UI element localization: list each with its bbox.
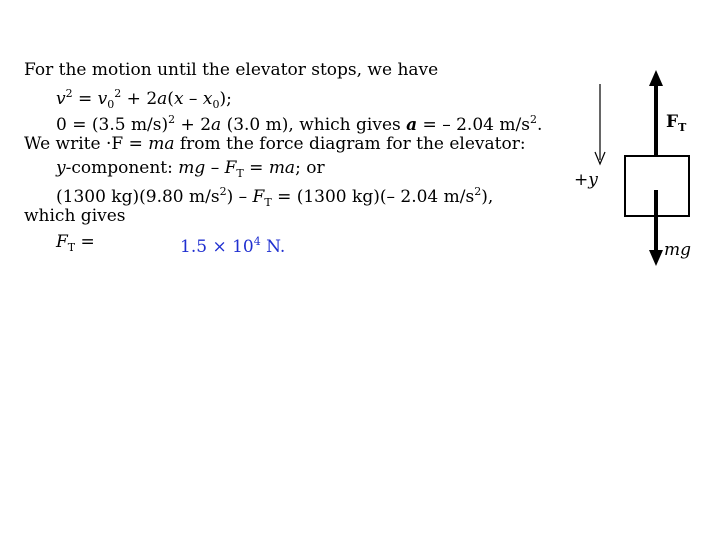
eq-sup: 2: [65, 87, 73, 100]
weight-arrowhead: [649, 250, 663, 266]
num-f: F: [252, 187, 265, 207]
num-text: ),: [481, 187, 494, 207]
law-text: We write ·F =: [24, 134, 149, 154]
subst-text: + 2: [175, 115, 212, 135]
tension-label: $F_T$: [666, 112, 687, 134]
weight-label: mg: [664, 240, 692, 260]
law-text: from the force diagram for the elevator:: [174, 134, 526, 154]
eq-x: x: [173, 89, 184, 109]
subst-sup: 2: [168, 113, 176, 126]
ycomp-or: ; or: [295, 158, 325, 178]
law-ma: ma: [148, 134, 175, 154]
tension-arrowhead: [649, 70, 663, 86]
which-gives-line: which gives: [24, 206, 126, 226]
eq-x0: x: [202, 89, 213, 109]
newton-law-line: [24, 134, 526, 154]
num-text: ) –: [226, 187, 253, 207]
free-body-diagram: [570, 60, 720, 280]
result-eq: =: [75, 232, 95, 252]
subst-text: (3.0 m), which gives: [221, 115, 407, 135]
subst-text: .: [536, 115, 543, 135]
ycomp-y: y: [56, 158, 66, 178]
eq-v0: v: [97, 89, 108, 109]
eq-sup: 2: [114, 87, 122, 100]
eq-term: + 2: [121, 89, 158, 109]
subst-a: a: [406, 115, 418, 135]
num-sup: 2: [219, 185, 227, 198]
result-f: F: [56, 232, 68, 252]
eq-v: v: [56, 89, 66, 109]
ycomp-ma: ma: [268, 158, 296, 178]
result-sub: T: [67, 241, 76, 254]
num-sup: 2: [474, 185, 482, 198]
ycomp-mg: mg: [178, 158, 206, 178]
subst-text: = – 2.04 m/s: [417, 115, 530, 135]
answer-value: [180, 232, 285, 257]
eq-sub: 0: [212, 98, 220, 111]
ycomp-f: F: [224, 158, 237, 178]
y-component-line: [56, 158, 325, 184]
answer-unit: N.: [260, 237, 286, 257]
eq-minus: –: [183, 89, 203, 109]
ycomp-sub: T: [236, 167, 244, 180]
num-text: = (1300 kg)(– 2.04 m/s: [271, 187, 475, 207]
intro-line: For the motion until the elevator stops, we have: [24, 60, 439, 80]
result-line: [56, 232, 356, 258]
subst-text: 0 = (3.5 m/s): [56, 115, 169, 135]
subst-a: a: [211, 115, 222, 135]
answer-exponent: 4: [253, 235, 261, 248]
eq-sub: 0: [107, 98, 115, 111]
ycomp-minus: –: [205, 158, 225, 178]
eq-sign: =: [72, 89, 98, 109]
subst-sup: 2: [529, 113, 537, 126]
num-sub: T: [264, 196, 272, 209]
ycomp-eq: =: [243, 158, 269, 178]
num-text: (1300 kg)(9.80 m/s: [56, 187, 220, 207]
ycomp-label: -component:: [65, 158, 179, 178]
substitution-line: [56, 110, 542, 135]
eq-paren: (: [167, 89, 174, 109]
eq-close: );: [219, 89, 232, 109]
eq-a: a: [157, 89, 168, 109]
answer-mantissa: 1.5 × 10: [180, 237, 254, 257]
y-direction-label: +y: [574, 170, 598, 190]
